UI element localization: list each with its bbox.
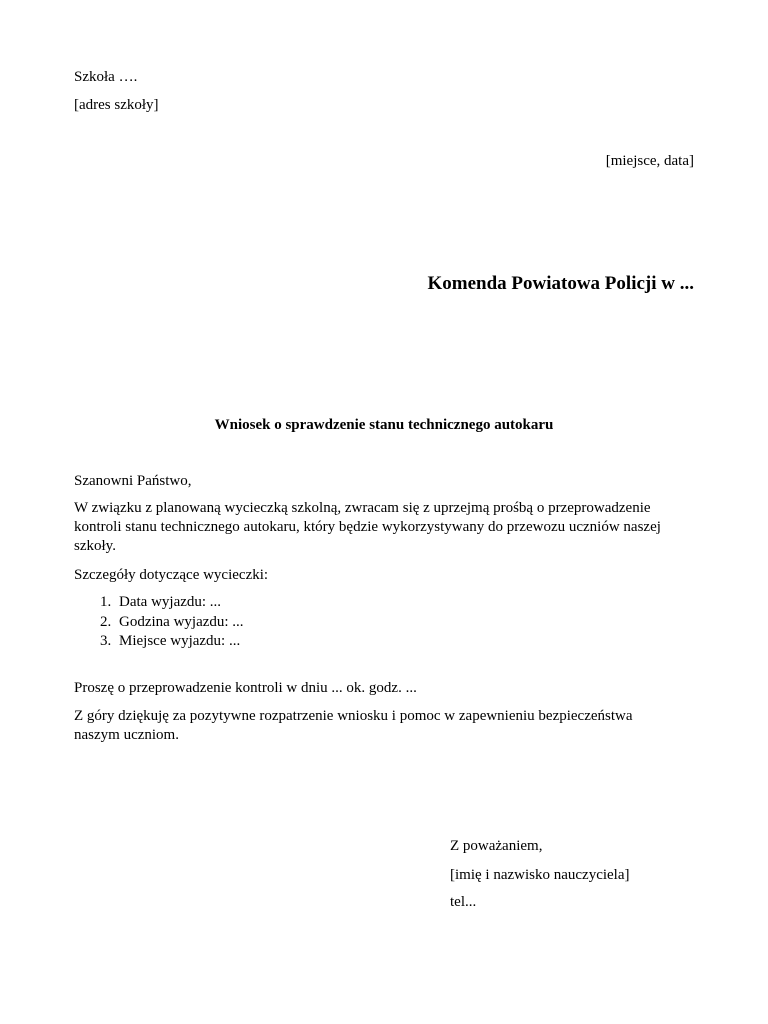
school-address: [adres szkoły] (74, 97, 159, 113)
paragraph-request-context: W związku z planowaną wycieczką szkolną, zwracam się z uprzejmą prośbą o przeprowadzenie kontroli stanu technicznego autokaru, który będzie wykorzystywany do przewozu uczniów naszej szkoły. (74, 500, 661, 554)
list-item-text: Miejsce wyjazdu: ... (119, 633, 241, 649)
salutation: Szanowni Państwo, (74, 473, 192, 489)
list-item-text: Data wyjazdu: ... (119, 594, 222, 610)
list-item-text: Godzina wyjazdu: ... (119, 613, 244, 630)
document-title: Wniosek o sprawdzenie stanu technicznego autokaru (214, 417, 554, 433)
list-item (74, 613, 474, 633)
school-name: Szkoła …. (74, 69, 138, 85)
signature-closing: Z poważaniem, (450, 838, 543, 854)
thanks-paragraph: Z góry dziękuję za pozytywne rozpatrzenie wniosku i pomoc w zapewnieniu bezpieczeństwa naszym uczniom. (74, 708, 633, 743)
signature-name: [imię i nazwisko nauczyciela] (450, 867, 630, 883)
signature-phone: tel... (450, 894, 477, 910)
inspection-request: Proszę o przeprowadzenie kontroli w dniu ... ok. godz. ... (74, 680, 417, 696)
place-date: [miejsce, data] (605, 153, 694, 169)
trip-details-list (74, 593, 474, 652)
list-item-number: 2. (100, 613, 112, 630)
list-item-number: 1. (100, 594, 112, 610)
recipient: Komenda Powiatowa Policji w ... (427, 273, 694, 294)
list-item (74, 632, 474, 652)
details-intro: Szczegóły dotyczące wycieczki: (74, 567, 269, 583)
list-item (74, 593, 474, 613)
list-item-number: 3. (100, 633, 112, 649)
